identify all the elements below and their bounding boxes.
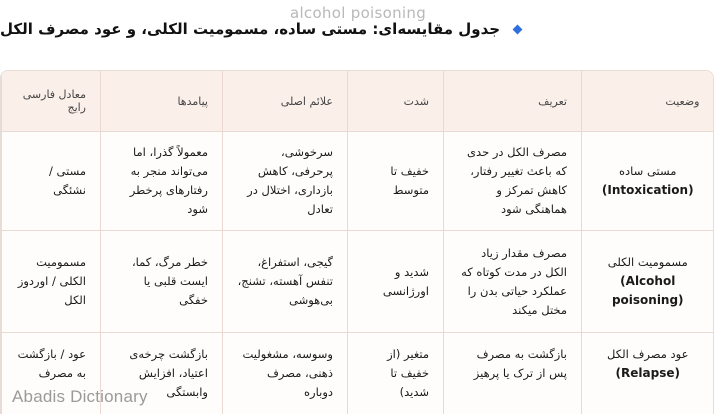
term-persian: عود مصرف الکل (596, 345, 700, 364)
term-english: (Alcohol poisoning) (596, 272, 700, 310)
term-cell (582, 333, 714, 414)
header-status: وضعیت (582, 71, 714, 132)
header-symptoms: علائم اصلی (223, 71, 348, 132)
term-persian: مستی ساده (596, 162, 700, 181)
watermark-top: alcohol poisoning (0, 4, 716, 22)
severity-cell: خفیف تا متوسط (348, 132, 444, 231)
symptoms-cell: وسوسه، مشغولیت ذهنی، مصرف دوباره (223, 333, 348, 414)
header-persian-equivalent: معادل فارسی رایج (2, 71, 101, 132)
table-row (2, 231, 714, 333)
persian-equivalent-cell: مستی / نشئگی (2, 132, 101, 231)
header-definition: تعریف (444, 71, 582, 132)
header-severity: شدت (348, 71, 444, 132)
persian-equivalent-cell: مسمومیت الکلی / اوردوز الکل (2, 231, 101, 333)
comparison-table-container (0, 70, 714, 414)
severity-cell: شدید و اورژانسی (348, 231, 444, 333)
term-english: (Relapse) (596, 364, 700, 383)
symptoms-cell: گیجی، استفراغ، تنفس آهسته، تشنج، بی‌هوشی (223, 231, 348, 333)
severity-cell: متغیر (از خفیف تا شدید) (348, 333, 444, 414)
term-persian: مسمومیت الکلی (596, 253, 700, 272)
term-cell (582, 132, 714, 231)
title-row (0, 14, 700, 44)
consequences-cell: معمولاً گذرا، اما می‌تواند منجر به رفتارهای پرخطر شود (101, 132, 223, 231)
definition-cell: بازگشت به مصرف پس از ترک یا پرهیز (444, 333, 582, 414)
table-header-row (2, 71, 714, 132)
diamond-bullet-icon (513, 24, 523, 34)
symptoms-cell: سرخوشی، پرحرفی، کاهش بازداری، اختلال در تعادل (223, 132, 348, 231)
consequences-cell: خطر مرگ، کما، ایست قلبی یا خفگی (101, 231, 223, 333)
table-row (2, 132, 714, 231)
term-cell (582, 231, 714, 333)
consequences-cell: بازگشت چرخه‌ی اعتیاد، افزایش وابستگی (101, 333, 223, 414)
page-title: جدول مقایسه‌ای: مستی ساده، مسمومیت الکلی، و عود مصرف الکل (0, 20, 500, 38)
definition-cell: مصرف مقدار زیاد الکل در مدت کوتاه که عملکرد حیاتی بدن را مختل میکند (444, 231, 582, 333)
comparison-table (1, 71, 714, 414)
watermark-bottom: Abadis Dictionary (12, 387, 148, 407)
term-english: (Intoxication) (596, 181, 700, 200)
header-consequences: پیامدها (101, 71, 223, 132)
persian-equivalent-cell: عود / بازگشت به مصرف (2, 333, 101, 414)
definition-cell: مصرف الکل در حدی که باعث تغییر رفتار، کاهش تمرکز و هماهنگی شود (444, 132, 582, 231)
